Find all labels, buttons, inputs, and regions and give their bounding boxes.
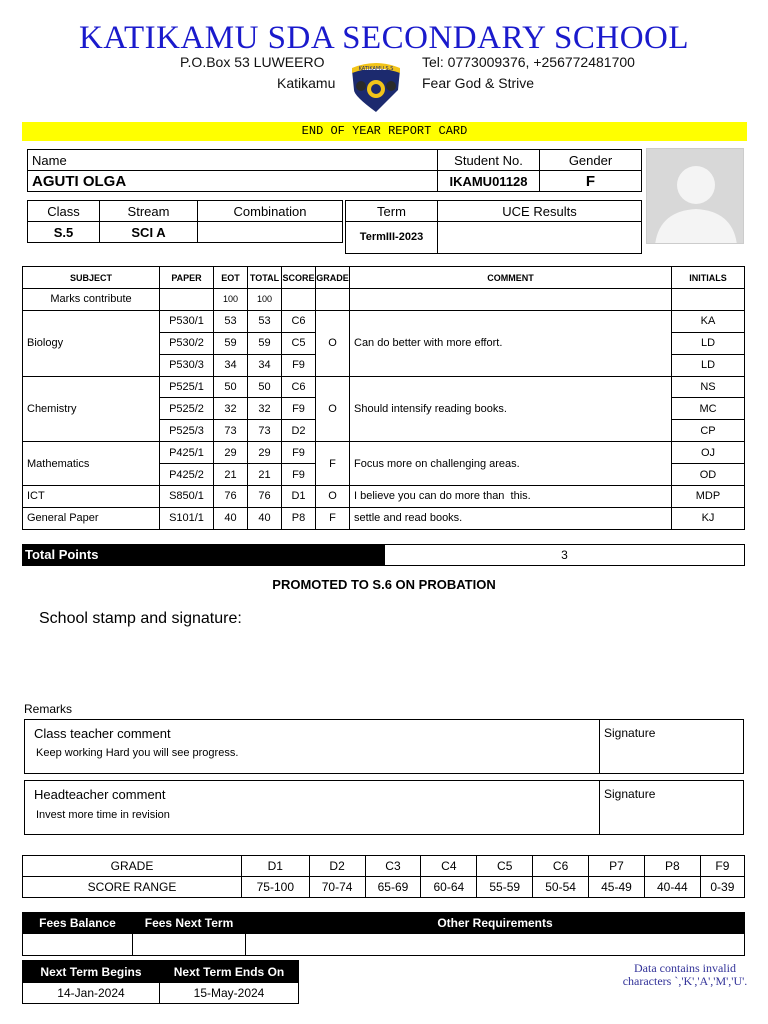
score-value: C6 [282, 376, 316, 398]
eot-value: 73 [214, 420, 248, 442]
class-label: Class [28, 201, 100, 222]
total-points-label: Total Points [23, 545, 385, 565]
student-no: IKAMU01128 [438, 171, 540, 192]
grade-cell: C6 [533, 856, 589, 877]
col-eot: EOT [214, 267, 248, 289]
table-row [23, 310, 745, 332]
score-value: F9 [282, 398, 316, 420]
uce-value [438, 222, 642, 254]
subject-name: Biology [23, 310, 160, 376]
paper-code: P425/2 [160, 464, 214, 486]
grade-cell: P7 [589, 856, 645, 877]
grading-table [22, 855, 745, 898]
total-points-value: 3 [561, 548, 568, 562]
initials-value: OD [672, 464, 745, 486]
school-location: Katikamu [277, 75, 336, 91]
other-requirements-value [246, 934, 745, 956]
contribute-total: 100 [248, 289, 282, 311]
eot-value: 40 [214, 507, 248, 529]
school-name: KATIKAMU SDA SECONDARY SCHOOL [78, 20, 690, 56]
class-teacher-signature: Signature [604, 726, 656, 740]
score-range-label: SCORE RANGE [23, 877, 242, 898]
term-dates-table [22, 960, 299, 1004]
score-value: C6 [282, 310, 316, 332]
fees-balance-value [23, 934, 133, 956]
col-score: SCORE [282, 267, 316, 289]
grade-value: F [316, 442, 350, 486]
subject-name: Chemistry [23, 376, 160, 442]
total-value: 34 [248, 354, 282, 376]
logo-text: KATIKAMU S.S [358, 66, 394, 72]
eot-value: 53 [214, 310, 248, 332]
score-value: P8 [282, 507, 316, 529]
range-cell: 0-39 [700, 877, 744, 898]
range-cell: 55-59 [477, 877, 533, 898]
range-cell: 65-69 [365, 877, 421, 898]
total-value: 53 [248, 310, 282, 332]
initials-value: LD [672, 354, 745, 376]
paper-code: P530/1 [160, 310, 214, 332]
comment-value: I believe you can do more than this. [350, 486, 672, 508]
range-cell: 75-100 [242, 877, 310, 898]
class-teacher-label: Class teacher comment [34, 726, 171, 741]
total-value: 40 [248, 507, 282, 529]
col-comment: COMMENT [350, 267, 672, 289]
grade-cell: C5 [477, 856, 533, 877]
name-label: Name [28, 150, 438, 171]
range-cell: 70-74 [309, 877, 365, 898]
col-grade: GRADE [316, 267, 350, 289]
score-value: F9 [282, 442, 316, 464]
promotion-status: PROMOTED TO S.6 ON PROBATION [272, 577, 496, 592]
grade-value: O [316, 486, 350, 508]
paper-code: S101/1 [160, 507, 214, 529]
eot-value: 50 [214, 376, 248, 398]
term-table [345, 200, 642, 254]
student-gender: F [540, 171, 642, 192]
comment-value: Can do better with more effort. [350, 310, 672, 376]
grade-cell: D1 [242, 856, 310, 877]
headteacher-label: Headteacher comment [34, 787, 166, 802]
headteacher-comment: Invest more time in revision [36, 809, 170, 821]
col-total: TOTAL [248, 267, 282, 289]
comment-value: settle and read books. [350, 507, 672, 529]
table-row [23, 289, 745, 311]
table-row [23, 376, 745, 398]
score-value: F9 [282, 464, 316, 486]
paper-code: P530/2 [160, 332, 214, 354]
initials-value: LD [672, 332, 745, 354]
comment-value: Focus more on challenging areas. [350, 442, 672, 486]
class-teacher-box [24, 719, 744, 774]
class-value: S.5 [28, 222, 100, 243]
total-value: 76 [248, 486, 282, 508]
grade-value: F [316, 507, 350, 529]
range-cell: 50-54 [533, 877, 589, 898]
initials-value: MDP [672, 486, 745, 508]
combination-label: Combination [198, 201, 343, 222]
initials-value: OJ [672, 442, 745, 464]
school-motto: Fear God & Strive [422, 75, 535, 91]
total-points-bar [22, 544, 745, 566]
stream-label: Stream [100, 201, 198, 222]
total-value: 21 [248, 464, 282, 486]
grade-cell: D2 [309, 856, 365, 877]
grade-value: O [316, 376, 350, 442]
table-row [23, 486, 745, 508]
report-title: END OF YEAR REPORT CARD [22, 122, 747, 141]
other-requirements-label: Other Requirements [246, 913, 745, 934]
paper-code: P525/2 [160, 398, 214, 420]
class-teacher-comment: Keep working Hard you will see progress. [36, 747, 239, 759]
next-term-ends-label: Next Term Ends On [160, 961, 299, 983]
uce-label: UCE Results [438, 201, 642, 222]
student-name: AGUTI OLGA [28, 171, 438, 192]
marks-table [22, 266, 745, 530]
grade-cell: P8 [644, 856, 700, 877]
class-table [27, 200, 343, 243]
school-address: P.O.Box 53 LUWEERO [180, 54, 325, 70]
total-value: 73 [248, 420, 282, 442]
stamp-label: School stamp and signature: [39, 610, 242, 627]
eot-value: 29 [214, 442, 248, 464]
subject-name: General Paper [23, 507, 160, 529]
paper-code: P525/3 [160, 420, 214, 442]
total-value: 29 [248, 442, 282, 464]
grade-label: GRADE [23, 856, 242, 877]
combination-value [198, 222, 343, 243]
col-paper: PAPER [160, 267, 214, 289]
initials-value: CP [672, 420, 745, 442]
eot-value: 34 [214, 354, 248, 376]
comment-value: Should intensify reading books. [350, 376, 672, 442]
initials-value: NS [672, 376, 745, 398]
score-value: C5 [282, 332, 316, 354]
invalid-data-notice: Data contains invalid characters `,'K','A','M','U'. [622, 961, 748, 988]
next-term-begins-value: 14-Jan-2024 [23, 983, 160, 1004]
headteacher-box [24, 780, 744, 835]
fees-table [22, 912, 745, 956]
score-value: D1 [282, 486, 316, 508]
stream-value: SCI A [100, 222, 198, 243]
eot-value: 59 [214, 332, 248, 354]
paper-code: P425/1 [160, 442, 214, 464]
student-no-label: Student No. [438, 150, 540, 171]
col-initials: INITIALS [672, 267, 745, 289]
subject-name: ICT [23, 486, 160, 508]
school-logo [346, 56, 406, 114]
subject-name: Mathematics [23, 442, 160, 486]
eot-value: 32 [214, 398, 248, 420]
range-cell: 40-44 [644, 877, 700, 898]
col-subject: SUBJECT [23, 267, 160, 289]
table-row [23, 442, 745, 464]
next-term-ends-value: 15-May-2024 [160, 983, 299, 1004]
headteacher-signature: Signature [604, 787, 656, 801]
term-value: TermIII-2023 [346, 222, 438, 254]
remarks-label: Remarks [24, 702, 73, 716]
total-value: 50 [248, 376, 282, 398]
range-cell: 60-64 [421, 877, 477, 898]
range-cell: 45-49 [589, 877, 645, 898]
total-value: 59 [248, 332, 282, 354]
student-info-table [27, 149, 642, 192]
term-label: Term [346, 201, 438, 222]
eot-value: 21 [214, 464, 248, 486]
grade-value: O [316, 310, 350, 376]
school-tel: Tel: 0773009376, +256772481700 [422, 54, 635, 70]
fees-next-term-value [133, 934, 246, 956]
fees-next-term-label: Fees Next Term [133, 913, 246, 934]
student-photo [646, 148, 744, 244]
marks-contribute-label: Marks contribute [23, 289, 160, 311]
paper-code: P530/3 [160, 354, 214, 376]
gender-label: Gender [540, 150, 642, 171]
grade-cell: C4 [421, 856, 477, 877]
grade-cell: C3 [365, 856, 421, 877]
score-value: D2 [282, 420, 316, 442]
initials-value: KA [672, 310, 745, 332]
paper-code: S850/1 [160, 486, 214, 508]
paper-code: P525/1 [160, 376, 214, 398]
next-term-begins-label: Next Term Begins [23, 961, 160, 983]
table-row [23, 507, 745, 529]
initials-value: KJ [672, 507, 745, 529]
total-value: 32 [248, 398, 282, 420]
contribute-eot: 100 [214, 289, 248, 311]
fees-balance-label: Fees Balance [23, 913, 133, 934]
grade-cell: F9 [700, 856, 744, 877]
score-value: F9 [282, 354, 316, 376]
eot-value: 76 [214, 486, 248, 508]
avatar-icon [647, 149, 744, 244]
initials-value: MC [672, 398, 745, 420]
